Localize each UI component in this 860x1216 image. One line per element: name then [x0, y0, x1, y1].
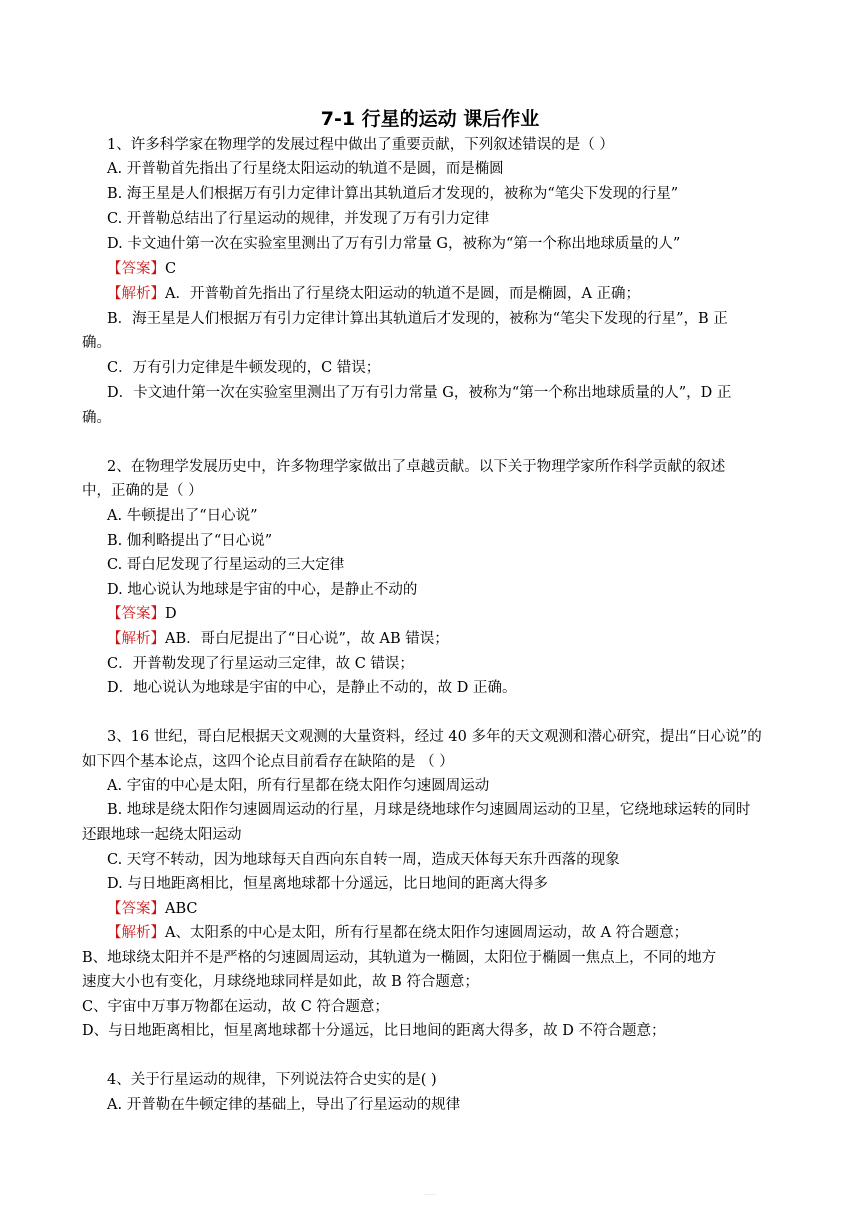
analysis-tag: 【解析】 — [107, 286, 165, 302]
q1-analysis-4: D．卡文迪什第一次在实验室里测出了万有引力常量 G，被称为“第一个称出地球质量的人”，D 正 — [107, 385, 732, 401]
q3-answer — [107, 898, 198, 920]
answer-value: ABC — [165, 901, 198, 917]
q2-stem: 2、在物理学发展历史中，许多物理学家做出了卓越贡献。以下关于物理学家所作科学贡献的叙述 — [107, 459, 726, 475]
analysis-text: A、太阳系的中心是太阳，所有行星都在绕太阳作匀速圆周运动，故 A 符合题意； — [165, 925, 689, 941]
answer-tag: 【答案】 — [107, 901, 165, 917]
analysis-text: AB．哥白尼提出了“日心说”，故 AB 错误； — [165, 631, 449, 647]
q1-analysis-3: C．万有引力定律是牛顿发现的，C 错误； — [107, 360, 381, 376]
q1-analysis-1 — [107, 283, 640, 305]
q3-stem: 3、16 世纪，哥白尼根据天文观测的大量资料，经过 40 多年的天文观测和潜心研究，提出“日心说”的 — [107, 729, 762, 745]
answer-tag: 【答案】 — [107, 261, 165, 277]
q3-analysis-4: D、与日地距离相比，恒星离地球都十分遥远，比日地间的距离大得多，故 D 不符合题意； — [82, 1023, 666, 1039]
q2-stem-2: 中，正确的是（ ） — [82, 483, 203, 499]
analysis-tag: 【解析】 — [107, 925, 165, 941]
q1-option-a: A. 开普勒首先指出了行星绕太阳运动的轨道不是圆，而是椭圆 — [107, 161, 504, 177]
q1-option-c: C. 开普勒总结出了行星运动的规律，并发现了万有引力定律 — [107, 211, 490, 227]
answer-value: D — [165, 606, 177, 622]
q3-analysis-2b: 速度大小也有变化，月球绕地球同样是如此，故 B 符合题意； — [82, 974, 479, 990]
q2-analysis-1 — [107, 628, 449, 650]
q4-option-a: A. 开普勒在牛顿定律的基础上，导出了行星运动的规律 — [107, 1097, 461, 1113]
analysis-tag: 【解析】 — [107, 631, 165, 647]
q3-analysis-2: B、地球绕太阳并不是严格的匀速圆周运动，其轨道为一椭圆，太阳位于椭圆一焦点上，不同的地方 — [82, 950, 717, 966]
page-footer: ...... — [424, 1190, 436, 1197]
q2-analysis-2: C．开普勒发现了行星运动三定律，故 C 错误； — [107, 656, 414, 672]
page-title: 7-1 行星的运动 课后作业 — [320, 108, 540, 130]
q3-option-b: B. 地球是绕太阳作匀速圆周运动的行星，月球是绕地球作匀速圆周运动的卫星，它绕地球运转的同时 — [107, 802, 751, 818]
q3-option-c: C. 天穹不转动，因为地球每天自西向东自转一周，造成天体每天东升西落的现象 — [107, 852, 620, 868]
q2-option-b: B. 伽利略提出了“日心说” — [107, 533, 273, 549]
q1-analysis-2: B．海王星是人们根据万有引力定律计算出其轨道后才发现的，被称为“笔尖下发现的行星”，B 正 — [107, 311, 728, 327]
answer-tag: 【答案】 — [107, 606, 165, 622]
q3-option-a: A. 宇宙的中心是太阳，所有行星都在绕太阳作匀速圆周运动 — [107, 778, 490, 794]
q2-answer — [107, 603, 177, 625]
q1-analysis-2b: 确。 — [82, 335, 111, 351]
q3-option-b-2: 还跟地球一起绕太阳运动 — [82, 827, 242, 843]
q2-option-c: C. 哥白尼发现了行星运动的三大定律 — [107, 557, 345, 573]
q1-option-d: D. 卡文迪什第一次在实验室里测出了万有引力常量 G，被称为“第一个称出地球质量的人” — [107, 236, 681, 252]
answer-value: C — [165, 261, 177, 277]
analysis-text: A．开普勒首先指出了行星绕太阳运动的轨道不是圆，而是椭圆，A 正确； — [165, 286, 641, 302]
q3-analysis-1 — [107, 922, 688, 944]
q1-analysis-4b: 确。 — [82, 410, 111, 426]
q3-stem-2: 如下四个基本论点，这四个论点目前看存在缺陷的是 （ ） — [82, 754, 454, 770]
q3-analysis-3: C、宇宙中万事万物都在运动，故 C 符合题意； — [82, 999, 389, 1015]
q2-option-a: A. 牛顿提出了“日心说” — [107, 508, 258, 524]
q2-option-d: D. 地心说认为地球是宇宙的中心，是静止不动的 — [107, 582, 418, 598]
q1-stem: 1、许多科学家在物理学的发展过程中做出了重要贡献，下列叙述错误的是（ ） — [107, 137, 614, 153]
q4-stem: 4、关于行星运动的规律，下列说法符合史实的是( ) — [107, 1072, 437, 1088]
q1-answer — [107, 258, 176, 280]
q1-option-b: B. 海王星是人们根据万有引力定律计算出其轨道后才发现的，被称为“笔尖下发现的行星” — [107, 186, 679, 202]
q2-analysis-3: D．地心说认为地球是宇宙的中心，是静止不动的，故 D 正确。 — [107, 680, 517, 696]
q3-option-d: D. 与日地距离相比，恒星离地球都十分遥远，比日地间的距离大得多 — [107, 876, 548, 892]
